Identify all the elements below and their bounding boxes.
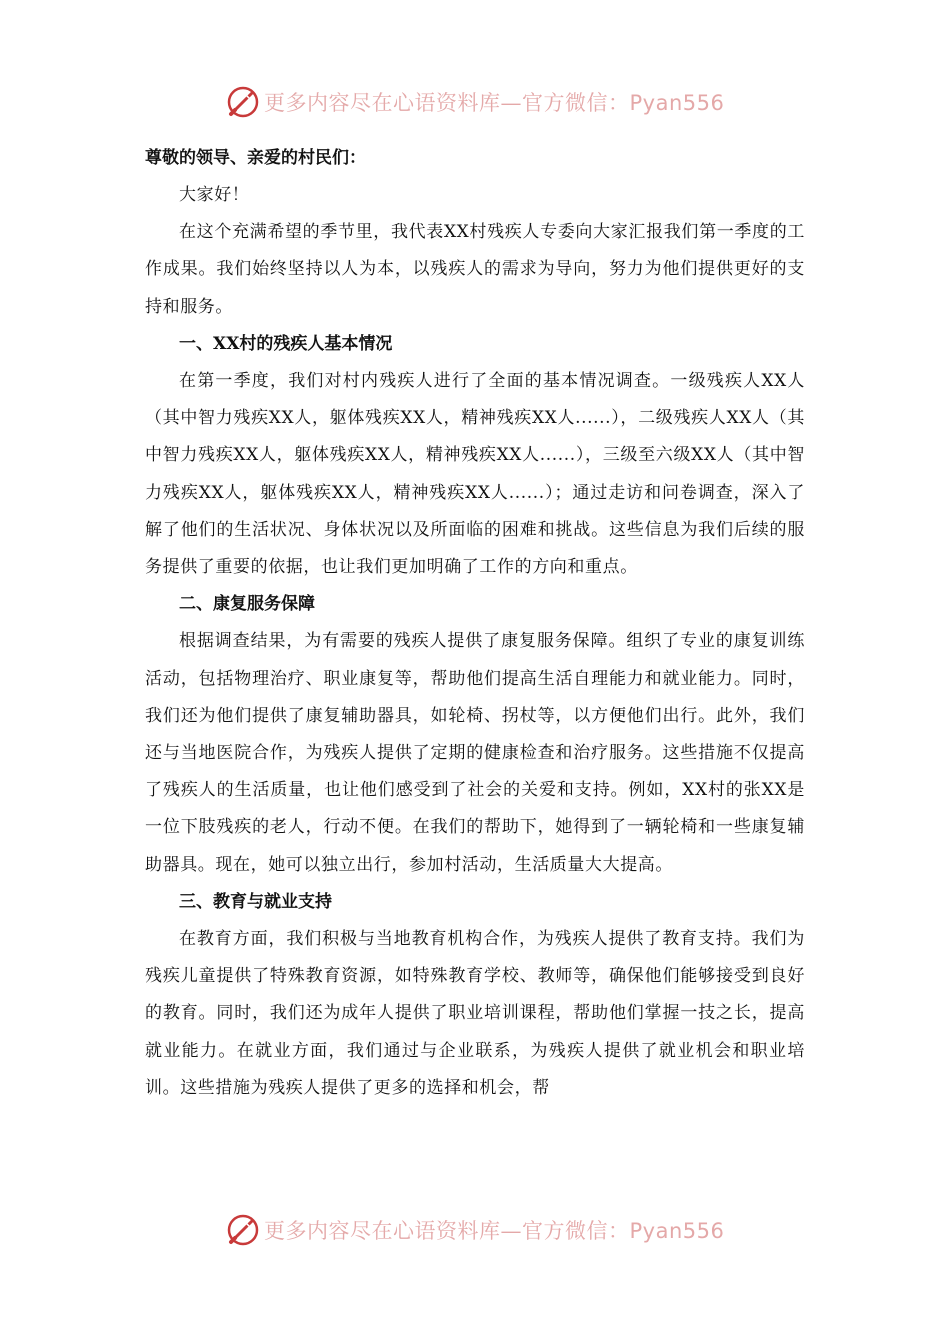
section-3-body: 在教育方面，我们积极与当地教育机构合作，为残疾人提供了教育支持。我们为残疾儿童提供了特殊教育资源，如特殊教育学校、教师等，确保他们能够接受到良好的教育。同时，我们还为成年人提供了职业培训课程，帮助他们掌握一技之长，提高就业能力。在就业方面，我们通过与企业联系，为残疾人提供了就业机会和职业培训。这些措施为残疾人提供了更多的选择和机会，帮 [145,929,805,1098]
opening-line: 大家好！ [179,185,250,205]
section-1-body: 在第一季度，我们对村内残疾人进行了全面的基本情况调查。一级残疾人XX人（其中智力残疾XX人，躯体残疾XX人，精神残疾XX人......），二级残疾人XX人（其中智力残疾XX人，躯体残疾XX人，精神残疾XX人......），三级至六级XX人（其中智力残疾XX人，躯体残疾XX人，精神残疾XX人......）；通过走访和问卷调查，深入了解了他们的生活状况、身体状况以及所面临的困难和挑战。这些信息为我们后续的服务提供了重要的依据，也让我们更加明确了工作的方向和重点。 [145,371,805,578]
section-1-heading: 一、XX村的残疾人基本情况 [179,333,393,354]
pen-logo-icon [226,85,260,119]
section-3-heading: 三、教育与就业支持 [179,891,332,912]
watermark-text: 更多内容尽在心语资料库—官方微信：Pyan556 [264,1219,725,1243]
pen-logo-icon [226,1213,260,1247]
document-body [145,140,805,1107]
salutation: 尊敬的领导、亲爱的村民们： [145,148,366,168]
watermark-banner-bottom [226,1212,724,1248]
watermark-text: 更多内容尽在心语资料库—官方微信：Pyan556 [264,91,725,115]
watermark-banner-top [226,84,724,120]
section-2-body: 根据调查结果，为有需要的残疾人提供了康复服务保障。组织了专业的康复训练活动，包括物理治疗、职业康复等，帮助他们提高生活自理能力和就业能力。同时，我们还为他们提供了康复辅助器具，如轮椅、拐杖等，以方便他们出行。此外，我们还与当地医院合作，为残疾人提供了定期的健康检查和治疗服务。这些措施不仅提高了残疾人的生活质量，也让他们感受到了社会的关爱和支持。例如，XX村的张XX是一位下肢残疾的老人，行动不便。在我们的帮助下，她得到了一辆轮椅和一些康复辅助器具。现在，她可以独立出行，参加村活动，生活质量大大提高。 [145,631,805,875]
section-2-heading: 二、康复服务保障 [179,594,315,615]
intro-paragraph: 在这个充满希望的季节里，我代表XX村残疾人专委向大家汇报我们第一季度的工作成果。我们始终坚持以人为本，以残疾人的需求为导向，努力为他们提供更好的支持和服务。 [145,222,805,317]
